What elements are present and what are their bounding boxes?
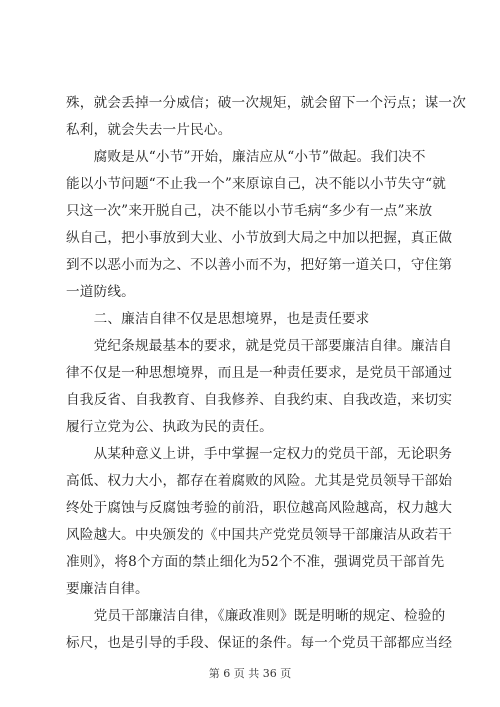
text-line: 准则》，将8个方面的禁止细化为52个不准，强调党员干部首先 [66, 554, 445, 570]
text-line: 终处于腐蚀与反腐蚀考验的前沿，职位越高风险越高，权力越大 [66, 500, 453, 516]
text-line: 自我反省、自我教育、自我修养、自我约束、自我改造，来切实 [66, 392, 453, 408]
text-line: 要廉洁自律。 [66, 581, 149, 597]
text-line: 腐败是从“小节”开始，廉洁应从“小节”做起。我们决不 [66, 149, 426, 165]
text-line: 到不以恶小而为之、不以善小而不为，把好第一道关口，守住第 [66, 257, 453, 273]
text-line: 一道防线。 [66, 284, 135, 300]
text-line: 党员干部廉洁自律，《廉政准则》既是明晰的规定、检验的 [66, 608, 446, 624]
text-line: 履行立党为公、执政为民的责任。 [66, 419, 273, 435]
paragraph-2 [66, 144, 453, 306]
paragraph-5 [66, 603, 453, 657]
paragraph-4 [66, 441, 453, 603]
text-line: 纵自己，把小事放到大业、小节放到大局之中加以把握，真正做 [66, 230, 453, 246]
text-line: 高低、权力大小，都存在着腐败的风险。尤其是党员领导干部始 [66, 473, 453, 489]
text-line: 标尺，也是引导的手段、保证的条件。每一个党员干部都应当经 [66, 635, 453, 651]
text-line: 能以小节问题“不止我一个”来原谅自己，决不能以小节失守“就 [66, 176, 447, 192]
heading-line: 二、廉洁自律不仅是思想境界，也是责任要求 [66, 311, 370, 327]
text-line: 私利，就会失去一片民心。 [66, 122, 232, 138]
text-line: 只这一次”来开脱自己，决不能以小节毛病“多少有一点”来放 [66, 203, 433, 219]
document-body [66, 90, 467, 657]
text-line: 律不仅是一种思想境界，而且是一种责任要求，是党员干部通过 [66, 365, 453, 381]
text-line: 党纪条规最基本的要求，就是党员干部要廉洁自律。廉洁自 [66, 338, 453, 354]
section-heading [66, 306, 436, 333]
paragraph-1 [66, 90, 467, 144]
page-number-footer: 第 6 页 共 36 页 [208, 667, 292, 680]
text-line: 从某种意义上讲，手中掌握一定权力的党员干部，无论职务 [66, 446, 453, 462]
text-line: 殊，就会丢掉一分威信；破一次规矩，就会留下一个污点；谋一次 [66, 95, 467, 111]
paragraph-3 [66, 333, 453, 441]
text-line: 风险越大。中央颁发的《中国共产党党员领导干部廉洁从政若干 [66, 527, 453, 543]
